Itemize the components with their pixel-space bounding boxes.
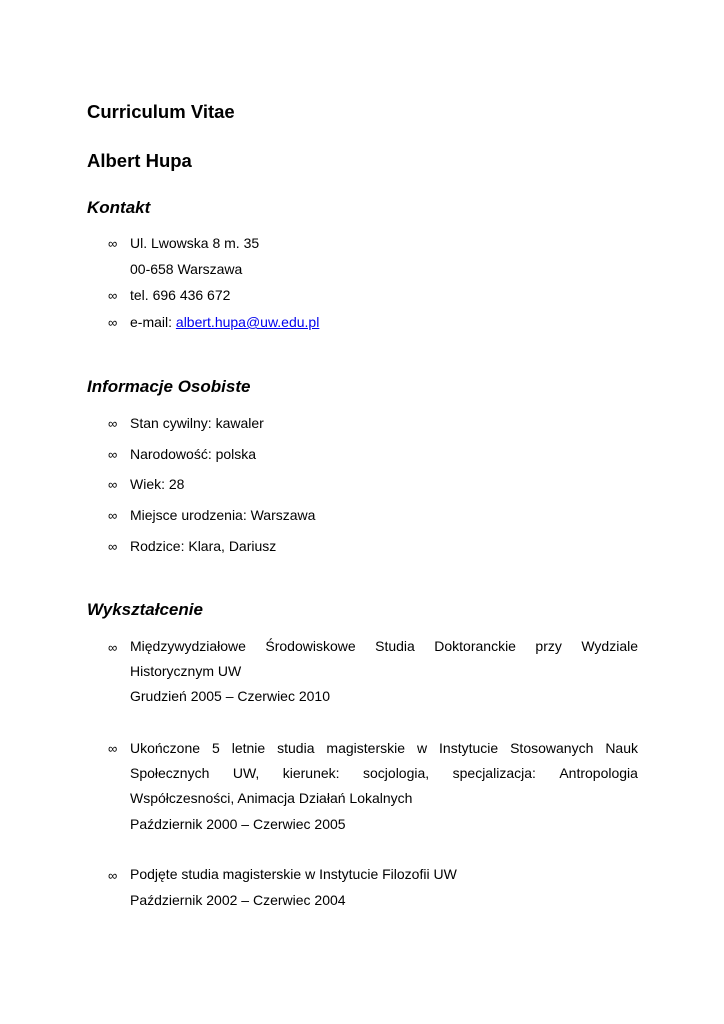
bullet-icon: ∞ — [108, 477, 118, 492]
word: specjalizacja: — [452, 765, 536, 781]
bullet-icon: ∞ — [108, 447, 118, 462]
person-name: Albert Hupa — [87, 150, 192, 171]
education-entry-1-date: Grudzień 2005 – Czerwiec 2010 — [130, 688, 331, 704]
education-entry-2-date: Październik 2000 – Czerwiec 2005 — [130, 816, 346, 832]
word: Środowiskowe — [265, 638, 356, 654]
bullet-icon: ∞ — [108, 315, 118, 330]
personal-item-birthplace: Miejsce urodzenia: Warszawa — [130, 507, 316, 523]
education-entry-1-line-1 — [130, 639, 638, 653]
word: Stosowanych — [510, 740, 594, 756]
word: w — [416, 740, 428, 756]
education-entry-2-line-2 — [130, 766, 638, 780]
education-entry-2-line-3: Współczesności, Animacja Działań Lokalnych — [130, 790, 413, 806]
word: Międzywydziałowe — [130, 638, 246, 654]
word: 5 — [211, 740, 220, 756]
personal-item-parents: Rodzice: Klara, Dariusz — [130, 538, 277, 554]
education-entry-1-line-2: Historycznym UW — [130, 663, 242, 679]
word: przy — [535, 638, 562, 654]
word: Instytucie — [439, 740, 499, 756]
word: Doktoranckie — [434, 638, 516, 654]
word: Wydziale — [581, 638, 638, 654]
education-entry-2-line-1 — [130, 741, 638, 755]
personal-item-age: Wiek: 28 — [130, 476, 185, 492]
word: Ukończone — [130, 740, 201, 756]
bullet-icon: ∞ — [108, 288, 118, 303]
word: Studia — [375, 638, 415, 654]
section-heading-contact: Kontakt — [87, 198, 151, 217]
bullet-icon: ∞ — [108, 416, 118, 431]
bullet-icon: ∞ — [108, 539, 118, 554]
word: Antropologia — [559, 765, 638, 781]
education-entry-3-line-1: Podjęte studia magisterskie w Instytucie Filozofii UW — [130, 866, 457, 882]
word: kierunek: — [282, 765, 340, 781]
word: studia — [277, 740, 315, 756]
bullet-icon: ∞ — [108, 868, 118, 883]
email-label: e-mail: — [130, 314, 176, 330]
phone-number: tel. 696 436 672 — [130, 287, 231, 303]
bullet-icon: ∞ — [108, 741, 118, 756]
bullet-icon: ∞ — [108, 508, 118, 523]
email-line — [130, 315, 319, 329]
section-heading-education: Wykształcenie — [87, 600, 203, 619]
word: letnie — [231, 740, 266, 756]
address-line-1: Ul. Lwowska 8 m. 35 — [130, 235, 260, 251]
email-link[interactable]: albert.hupa@uw.edu.pl — [175, 314, 320, 330]
word: magisterskie — [326, 740, 406, 756]
document-title: Curriculum Vitae — [87, 101, 235, 122]
bullet-icon: ∞ — [108, 640, 118, 655]
personal-item-nationality: Narodowość: polska — [130, 446, 257, 462]
bullet-icon: ∞ — [108, 236, 118, 251]
word: Społecznych — [130, 765, 210, 781]
section-heading-personal: Informacje Osobiste — [87, 377, 251, 396]
word: socjologia, — [363, 765, 430, 781]
address-line-2: 00-658 Warszawa — [130, 261, 243, 277]
word: Nauk — [605, 740, 638, 756]
personal-item-marital-status: Stan cywilny: kawaler — [130, 415, 264, 431]
education-entry-3-date: Październik 2002 – Czerwiec 2004 — [130, 892, 346, 908]
word: UW, — [232, 765, 260, 781]
